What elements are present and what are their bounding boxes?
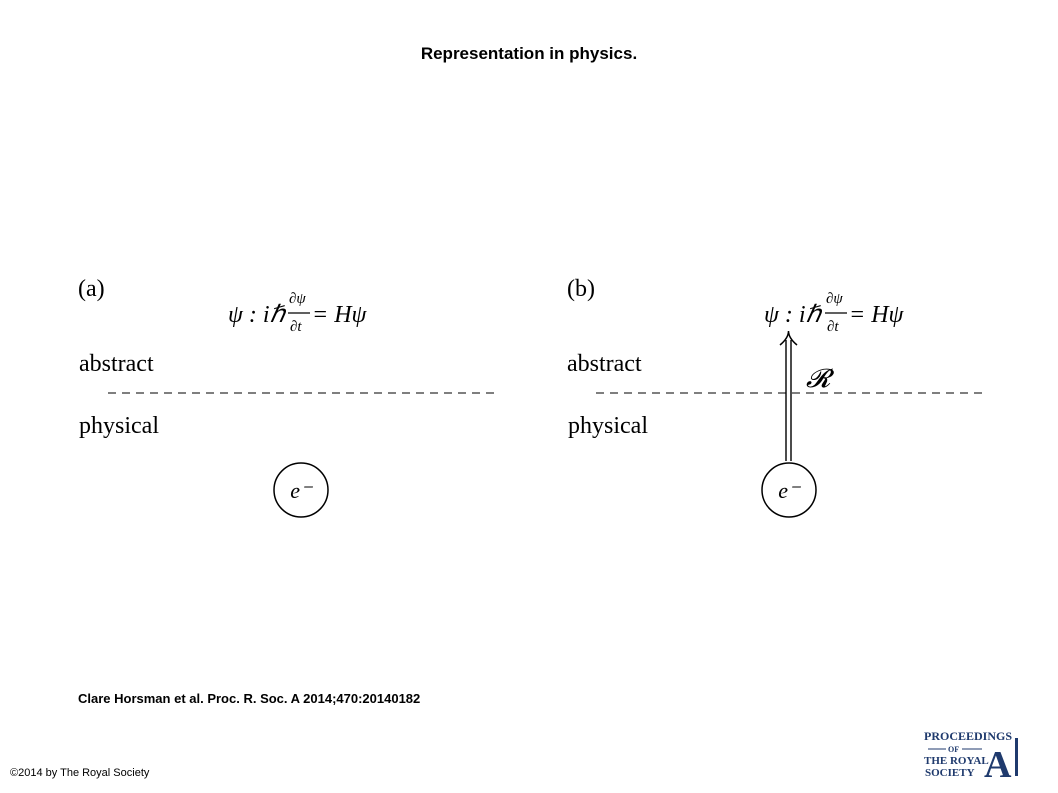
panel-a-physical-label: physical [79,413,159,439]
panel-b-electron-symbol: e⁻ [778,478,800,503]
panel-b-equation-numerator: ∂ψ [826,291,843,307]
logo-line-of: OF [948,745,960,754]
panel-b-physical-label: physical [568,413,648,439]
panel-a-equation [228,291,368,335]
panel-a-equation-lhs: ψ : iℏ [228,302,285,328]
panel-b-equation-rhs: = Hψ [849,302,904,328]
panel-b [567,276,984,517]
logo-line-society: SOCIETY [925,767,975,779]
logo-line-the-royal: THE ROYAL [924,755,989,767]
logo-side-bar [1015,738,1018,776]
panel-a-electron [274,463,328,517]
panel-a-equation-denominator: ∂t [290,319,302,335]
panel-a-equation-rhs: = Hψ [312,302,367,328]
royal-society-logo [924,728,1024,780]
copyright-notice: ©2014 by The Royal Society [10,767,150,779]
panel-b-arrow-label: 𝓡 [806,364,831,393]
panel-b-equation [764,291,905,335]
panel-a-abstract-label: abstract [79,351,154,377]
panel-a [78,276,496,517]
panel-a-equation-numerator: ∂ψ [289,291,306,307]
logo-line-proceedings: PROCEEDINGS [924,729,1013,743]
panel-b-label: (b) [567,276,595,302]
panel-b-equation-lhs: ψ : iℏ [764,302,821,328]
panel-a-label: (a) [78,276,105,302]
panel-b-electron [762,463,816,517]
panel-b-equation-denominator: ∂t [827,319,839,335]
panel-b-representation-arrow [780,331,835,461]
panel-a-electron-symbol: e⁻ [290,478,312,503]
citation: Clare Horsman et al. Proc. R. Soc. A 2014;470:20140182 [78,691,421,706]
panel-b-arrow-head [780,331,797,345]
logo-letter-a: A [984,744,1012,780]
panel-b-abstract-label: abstract [567,351,642,377]
slide-title: Representation in physics. [420,44,638,63]
